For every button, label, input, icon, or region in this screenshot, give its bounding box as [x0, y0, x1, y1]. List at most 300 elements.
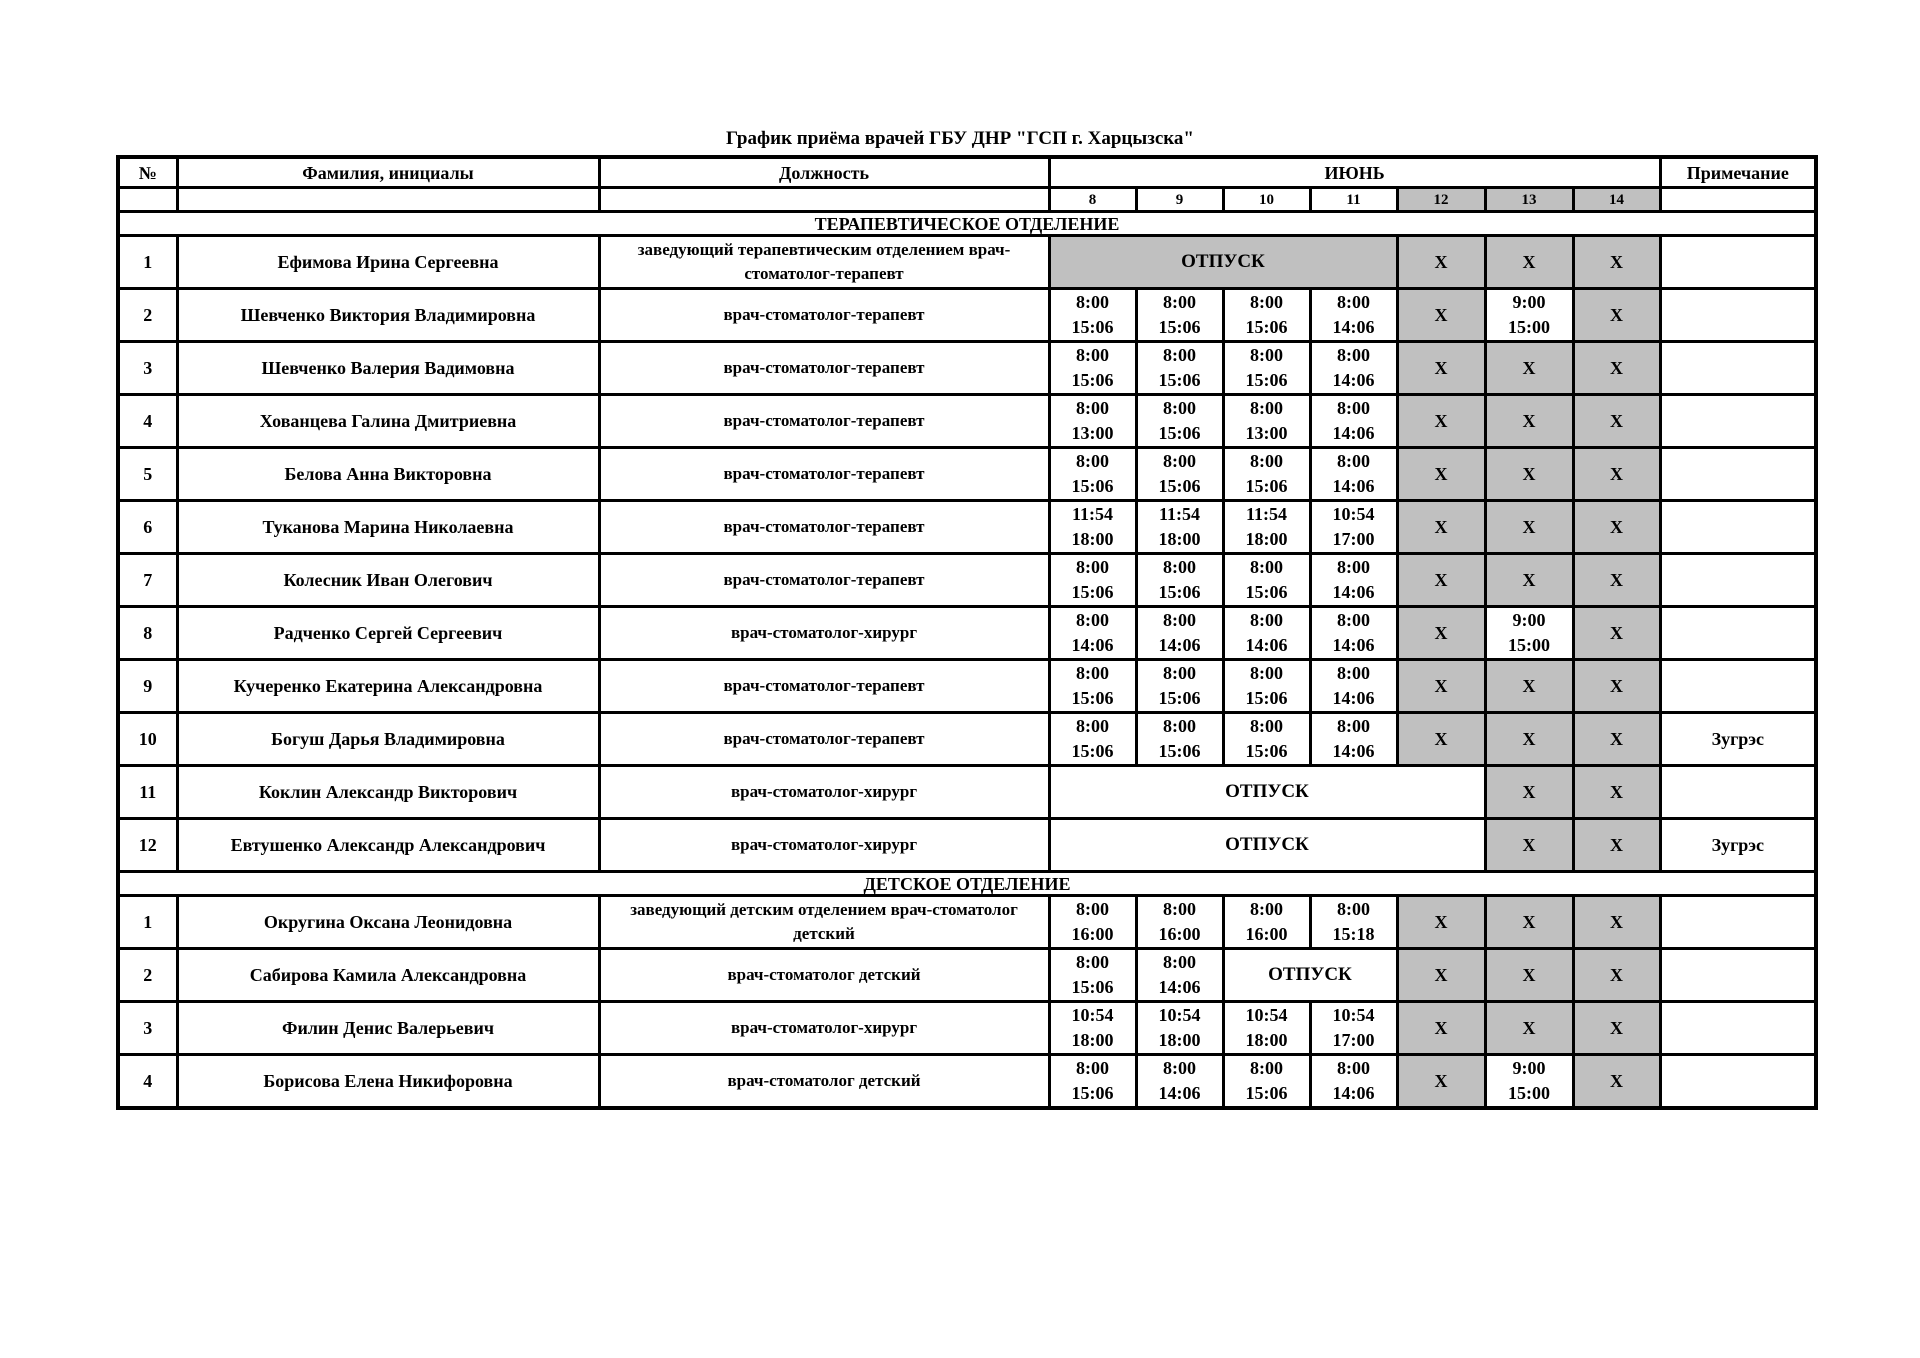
note-cell — [1660, 448, 1816, 501]
day-header: 12 — [1397, 188, 1485, 212]
row-number: 5 — [118, 448, 177, 501]
schedule-hours-cell — [1310, 1002, 1397, 1055]
schedule-hours-cell — [1049, 501, 1136, 554]
end-time: 18:00 — [1158, 529, 1201, 549]
end-time: 15:00 — [1508, 317, 1550, 337]
day-off-cell: X — [1397, 501, 1485, 554]
header-row — [118, 157, 1816, 188]
end-time: 15:06 — [1071, 582, 1114, 602]
day-header: 11 — [1310, 188, 1397, 212]
doctor-name: Белова Анна Викторовна — [177, 448, 599, 501]
start-time: 8:00 — [1163, 451, 1196, 471]
end-time: 15:06 — [1071, 317, 1114, 337]
note-cell — [1660, 1002, 1816, 1055]
start-time: 8:00 — [1250, 398, 1283, 418]
schedule-hours-cell — [1136, 896, 1223, 949]
note-cell — [1660, 236, 1816, 289]
note-cell — [1660, 289, 1816, 342]
schedule-hours-cell — [1136, 1002, 1223, 1055]
schedule-hours-cell — [1049, 289, 1136, 342]
section-title: ТЕРАПЕВТИЧЕСКОЕ ОТДЕЛЕНИЕ — [118, 212, 1816, 236]
doctor-name: Филин Денис Валерьевич — [177, 1002, 599, 1055]
day-off-cell: X — [1397, 554, 1485, 607]
schedule-hours-cell — [1310, 342, 1397, 395]
end-time: 16:00 — [1071, 924, 1114, 944]
table-row — [118, 766, 1816, 819]
table-row — [118, 607, 1816, 660]
end-time: 15:06 — [1245, 582, 1288, 602]
schedule-hours-cell — [1310, 713, 1397, 766]
start-time: 8:00 — [1076, 1058, 1109, 1078]
note-cell — [1660, 395, 1816, 448]
row-number: 11 — [118, 766, 177, 819]
row-number: 1 — [118, 236, 177, 289]
start-time: 8:00 — [1337, 292, 1370, 312]
doctor-position: врач-стоматолог-терапевт — [599, 554, 1049, 607]
table-row — [118, 949, 1816, 1002]
day-off-cell: X — [1485, 896, 1573, 949]
start-time: 8:00 — [1163, 557, 1196, 577]
start-time: 8:00 — [1076, 899, 1109, 919]
start-time: 8:00 — [1250, 716, 1283, 736]
day-off-cell: X — [1485, 766, 1573, 819]
end-time: 13:00 — [1245, 423, 1288, 443]
days-blank-position — [599, 188, 1049, 212]
end-time: 15:06 — [1245, 370, 1288, 390]
day-off-cell: X — [1397, 1055, 1485, 1109]
doctor-position: врач-стоматолог-хирург — [599, 1002, 1049, 1055]
schedule-hours-cell — [1485, 289, 1573, 342]
doctor-position: заведующий терапевтическим отделением врач-стоматолог-терапевт — [599, 236, 1049, 289]
schedule-hours-cell — [1049, 949, 1136, 1002]
doctor-position: врач-стоматолог-хирург — [599, 607, 1049, 660]
schedule-hours-cell — [1136, 501, 1223, 554]
start-time: 8:00 — [1337, 451, 1370, 471]
doctor-position: врач-стоматолог-терапевт — [599, 448, 1049, 501]
doctor-name: Евтушенко Александр Александрович — [177, 819, 599, 872]
table-row — [118, 236, 1816, 289]
day-off-cell: X — [1397, 1002, 1485, 1055]
header-num: № — [118, 157, 177, 188]
day-header: 9 — [1136, 188, 1223, 212]
note-cell — [1660, 501, 1816, 554]
day-header: 10 — [1223, 188, 1310, 212]
table-row — [118, 1002, 1816, 1055]
schedule-hours-cell — [1136, 607, 1223, 660]
start-time: 8:00 — [1163, 899, 1196, 919]
row-number: 4 — [118, 1055, 177, 1109]
schedule-hours-cell — [1136, 395, 1223, 448]
doctor-name: Округина Оксана Леонидовна — [177, 896, 599, 949]
note-cell — [1660, 660, 1816, 713]
row-number: 6 — [118, 501, 177, 554]
end-time: 14:06 — [1332, 1083, 1375, 1103]
day-off-cell: X — [1485, 949, 1573, 1002]
schedule-hours-cell — [1223, 501, 1310, 554]
days-blank-num — [118, 188, 177, 212]
end-time: 14:06 — [1332, 423, 1375, 443]
day-off-cell: X — [1573, 501, 1660, 554]
day-header: 8 — [1049, 188, 1136, 212]
day-off-cell: X — [1485, 819, 1573, 872]
header-position: Должность — [599, 157, 1049, 188]
schedule-hours-cell — [1049, 554, 1136, 607]
row-number: 9 — [118, 660, 177, 713]
end-time: 14:06 — [1158, 635, 1201, 655]
days-blank-note — [1660, 188, 1816, 212]
schedule-body — [118, 157, 1816, 1108]
start-time: 9:00 — [1512, 610, 1546, 630]
end-time: 14:06 — [1332, 582, 1375, 602]
end-time: 15:06 — [1071, 741, 1114, 761]
day-off-cell: X — [1397, 448, 1485, 501]
doctor-position: врач-стоматолог-хирург — [599, 766, 1049, 819]
day-off-cell: X — [1485, 713, 1573, 766]
row-number: 8 — [118, 607, 177, 660]
doctor-name: Шевченко Валерия Вадимовна — [177, 342, 599, 395]
schedule-hours-cell — [1485, 607, 1573, 660]
days-blank-name — [177, 188, 599, 212]
start-time: 8:00 — [1250, 899, 1283, 919]
day-off-cell: X — [1573, 766, 1660, 819]
day-off-cell: X — [1573, 949, 1660, 1002]
schedule-hours-cell — [1223, 660, 1310, 713]
schedule-hours-cell — [1223, 289, 1310, 342]
header-month: ИЮНЬ — [1049, 157, 1660, 188]
start-time: 8:00 — [1163, 716, 1196, 736]
start-time: 11:54 — [1071, 504, 1113, 524]
end-time: 15:06 — [1071, 977, 1114, 997]
section-title: ДЕТСКОЕ ОТДЕЛЕНИЕ — [118, 872, 1816, 896]
table-row — [118, 896, 1816, 949]
table-row — [118, 819, 1816, 872]
note-cell — [1660, 554, 1816, 607]
day-off-cell: X — [1573, 896, 1660, 949]
note-cell — [1660, 1055, 1816, 1109]
day-off-cell: X — [1485, 342, 1573, 395]
start-time: 8:00 — [1076, 952, 1109, 972]
start-time: 10:54 — [1158, 1005, 1201, 1025]
end-time: 16:00 — [1245, 924, 1288, 944]
doctor-name: Ефимова Ирина Сергеевна — [177, 236, 599, 289]
doctor-name: Коклин Александр Викторович — [177, 766, 599, 819]
doctor-name: Туканова Марина Николаевна — [177, 501, 599, 554]
schedule-hours-cell — [1223, 896, 1310, 949]
row-number: 2 — [118, 949, 177, 1002]
schedule-hours-cell — [1049, 1002, 1136, 1055]
end-time: 15:06 — [1158, 582, 1201, 602]
start-time: 8:00 — [1076, 557, 1109, 577]
end-time: 15:06 — [1158, 688, 1201, 708]
page-title: График приёма врачей ГБУ ДНР "ГСП г. Харцызска" — [726, 128, 1194, 149]
day-off-cell: X — [1397, 342, 1485, 395]
section-header-row — [118, 212, 1816, 236]
schedule-hours-cell — [1136, 1055, 1223, 1109]
day-off-cell: X — [1485, 501, 1573, 554]
day-off-cell: X — [1485, 236, 1573, 289]
start-time: 10:54 — [1245, 1005, 1288, 1025]
start-time: 8:00 — [1337, 610, 1370, 630]
schedule-hours-cell — [1223, 448, 1310, 501]
end-time: 15:06 — [1245, 317, 1288, 337]
doctor-position: врач-стоматолог детский — [599, 1055, 1049, 1109]
schedule-hours-cell — [1049, 660, 1136, 713]
day-off-cell: X — [1485, 554, 1573, 607]
table-row — [118, 448, 1816, 501]
schedule-hours-cell — [1310, 660, 1397, 713]
start-time: 8:00 — [1163, 345, 1196, 365]
start-time: 10:54 — [1071, 1005, 1114, 1025]
day-off-cell: X — [1573, 342, 1660, 395]
end-time: 14:06 — [1245, 635, 1288, 655]
end-time: 15:00 — [1508, 1083, 1550, 1103]
start-time: 8:00 — [1163, 952, 1196, 972]
table-row — [118, 289, 1816, 342]
day-header: 14 — [1573, 188, 1660, 212]
doctor-name: Сабирова Камила Александровна — [177, 949, 599, 1002]
day-off-cell: X — [1397, 607, 1485, 660]
schedule-hours-cell — [1310, 896, 1397, 949]
schedule-hours-cell — [1223, 1002, 1310, 1055]
table-row — [118, 660, 1816, 713]
end-time: 14:06 — [1332, 317, 1375, 337]
day-off-cell: X — [1397, 713, 1485, 766]
vacation-cell: ОТПУСК — [1223, 949, 1397, 1002]
schedule-hours-cell — [1223, 1055, 1310, 1109]
start-time: 8:00 — [1250, 557, 1283, 577]
doctor-position: врач-стоматолог-терапевт — [599, 342, 1049, 395]
end-time: 18:00 — [1245, 529, 1288, 549]
days-row — [118, 188, 1816, 212]
end-time: 14:06 — [1158, 977, 1201, 997]
start-time: 9:00 — [1512, 1058, 1546, 1078]
row-number: 7 — [118, 554, 177, 607]
end-time: 18:00 — [1158, 1030, 1201, 1050]
start-time: 10:54 — [1332, 504, 1375, 524]
day-off-cell: X — [1397, 949, 1485, 1002]
schedule-table — [116, 155, 1818, 1110]
day-off-cell: X — [1397, 896, 1485, 949]
day-off-cell: X — [1397, 236, 1485, 289]
schedule-hours-cell — [1136, 660, 1223, 713]
row-number: 3 — [118, 342, 177, 395]
doctor-position: врач-стоматолог-терапевт — [599, 289, 1049, 342]
doctor-position: врач-стоматолог детский — [599, 949, 1049, 1002]
table-row — [118, 342, 1816, 395]
day-off-cell: X — [1573, 1055, 1660, 1109]
end-time: 14:06 — [1332, 370, 1375, 390]
start-time: 8:00 — [1337, 899, 1370, 919]
note-cell — [1660, 342, 1816, 395]
schedule-hours-cell — [1136, 554, 1223, 607]
schedule-hours-cell — [1136, 342, 1223, 395]
doctor-position: заведующий детским отделением врач-стоматолог детский — [599, 896, 1049, 949]
doctor-name: Кучеренко Екатерина Александровна — [177, 660, 599, 713]
end-time: 15:06 — [1245, 476, 1288, 496]
table-row — [118, 501, 1816, 554]
note-cell — [1660, 766, 1816, 819]
row-number: 10 — [118, 713, 177, 766]
header-name: Фамилия, инициалы — [177, 157, 599, 188]
doctor-position: врач-стоматолог-хирург — [599, 819, 1049, 872]
doctor-position: врач-стоматолог-терапевт — [599, 660, 1049, 713]
day-off-cell: X — [1573, 289, 1660, 342]
table-row — [118, 554, 1816, 607]
end-time: 15:06 — [1158, 476, 1201, 496]
doctor-name: Шевченко Виктория Владимировна — [177, 289, 599, 342]
schedule-hours-cell — [1310, 395, 1397, 448]
end-time: 17:00 — [1332, 1030, 1375, 1050]
schedule-hours-cell — [1223, 713, 1310, 766]
day-off-cell: X — [1573, 607, 1660, 660]
day-off-cell: X — [1397, 660, 1485, 713]
schedule-hours-cell — [1310, 289, 1397, 342]
day-off-cell: X — [1485, 660, 1573, 713]
row-number: 3 — [118, 1002, 177, 1055]
end-time: 14:06 — [1158, 1083, 1201, 1103]
start-time: 8:00 — [1337, 1058, 1370, 1078]
doctor-name: Борисова Елена Никифоровна — [177, 1055, 599, 1109]
schedule-hours-cell — [1049, 448, 1136, 501]
row-number: 1 — [118, 896, 177, 949]
schedule-hours-cell — [1310, 554, 1397, 607]
schedule-hours-cell — [1049, 1055, 1136, 1109]
vacation-cell: ОТПУСК — [1049, 819, 1485, 872]
schedule-hours-cell — [1136, 448, 1223, 501]
schedule-hours-cell — [1136, 713, 1223, 766]
table-row — [118, 395, 1816, 448]
end-time: 15:06 — [1071, 1083, 1114, 1103]
schedule-hours-cell — [1049, 713, 1136, 766]
end-time: 18:00 — [1071, 1030, 1114, 1050]
start-time: 9:00 — [1512, 292, 1546, 312]
start-time: 8:00 — [1076, 292, 1109, 312]
start-time: 8:00 — [1337, 398, 1370, 418]
doctor-name: Богуш Дарья Владимировна — [177, 713, 599, 766]
schedule-hours-cell — [1049, 342, 1136, 395]
schedule-hours-cell — [1223, 342, 1310, 395]
row-number: 4 — [118, 395, 177, 448]
start-time: 8:00 — [1337, 345, 1370, 365]
start-time: 8:00 — [1337, 716, 1370, 736]
vacation-cell: ОТПУСК — [1049, 766, 1485, 819]
row-number: 2 — [118, 289, 177, 342]
note-cell — [1660, 607, 1816, 660]
end-time: 17:00 — [1332, 529, 1375, 549]
start-time: 8:00 — [1163, 610, 1196, 630]
end-time: 15:06 — [1071, 688, 1114, 708]
end-time: 16:00 — [1158, 924, 1201, 944]
doctor-name: Хованцева Галина Дмитриевна — [177, 395, 599, 448]
schedule-hours-cell — [1310, 1055, 1397, 1109]
end-time: 14:06 — [1071, 635, 1114, 655]
day-off-cell: X — [1485, 395, 1573, 448]
end-time: 15:06 — [1245, 1083, 1288, 1103]
day-off-cell: X — [1573, 236, 1660, 289]
start-time: 8:00 — [1250, 663, 1283, 683]
day-off-cell: X — [1573, 660, 1660, 713]
end-time: 14:06 — [1332, 476, 1375, 496]
day-off-cell: X — [1573, 819, 1660, 872]
section-header-row — [118, 872, 1816, 896]
end-time: 15:06 — [1158, 317, 1201, 337]
schedule-hours-cell — [1136, 949, 1223, 1002]
start-time: 8:00 — [1076, 398, 1109, 418]
note-cell: Зугрэс — [1660, 713, 1816, 766]
day-off-cell: X — [1485, 448, 1573, 501]
start-time: 8:00 — [1163, 663, 1196, 683]
end-time: 18:00 — [1245, 1030, 1288, 1050]
schedule-hours-cell — [1485, 1055, 1573, 1109]
doctor-name: Колесник Иван Олегович — [177, 554, 599, 607]
start-time: 8:00 — [1337, 663, 1370, 683]
day-off-cell: X — [1573, 395, 1660, 448]
end-time: 15:18 — [1332, 924, 1375, 944]
start-time: 8:00 — [1250, 451, 1283, 471]
end-time: 15:06 — [1158, 741, 1201, 761]
start-time: 8:00 — [1076, 451, 1109, 471]
day-header: 13 — [1485, 188, 1573, 212]
start-time: 8:00 — [1076, 716, 1109, 736]
schedule-hours-cell — [1223, 554, 1310, 607]
start-time: 8:00 — [1163, 1058, 1196, 1078]
start-time: 8:00 — [1076, 663, 1109, 683]
day-off-cell: X — [1397, 289, 1485, 342]
header-note: Примечание — [1660, 157, 1816, 188]
vacation-cell: ОТПУСК — [1049, 236, 1397, 289]
schedule-hours-cell — [1223, 395, 1310, 448]
doctor-position: врач-стоматолог-терапевт — [599, 395, 1049, 448]
day-off-cell: X — [1397, 395, 1485, 448]
schedule-hours-cell — [1310, 501, 1397, 554]
end-time: 15:00 — [1508, 635, 1550, 655]
schedule-hours-cell — [1310, 448, 1397, 501]
start-time: 8:00 — [1076, 345, 1109, 365]
doctor-position: врач-стоматолог-терапевт — [599, 713, 1049, 766]
note-cell — [1660, 896, 1816, 949]
schedule-hours-cell — [1049, 896, 1136, 949]
end-time: 15:06 — [1158, 423, 1201, 443]
schedule-hours-cell — [1049, 395, 1136, 448]
doctor-position: врач-стоматолог-терапевт — [599, 501, 1049, 554]
day-off-cell: X — [1573, 713, 1660, 766]
table-row — [118, 713, 1816, 766]
start-time: 8:00 — [1163, 292, 1196, 312]
start-time: 10:54 — [1332, 1005, 1375, 1025]
start-time: 8:00 — [1163, 398, 1196, 418]
schedule-hours-cell — [1223, 607, 1310, 660]
end-time: 15:06 — [1071, 476, 1114, 496]
end-time: 13:00 — [1071, 423, 1114, 443]
table-row — [118, 1055, 1816, 1109]
end-time: 14:06 — [1332, 688, 1375, 708]
start-time: 8:00 — [1250, 292, 1283, 312]
end-time: 15:06 — [1071, 370, 1114, 390]
end-time: 15:06 — [1245, 741, 1288, 761]
doctor-name: Радченко Сергей Сергеевич — [177, 607, 599, 660]
day-off-cell: X — [1573, 448, 1660, 501]
start-time: 8:00 — [1250, 610, 1283, 630]
row-number: 12 — [118, 819, 177, 872]
schedule-hours-cell — [1136, 289, 1223, 342]
day-off-cell: X — [1573, 1002, 1660, 1055]
note-cell: Зугрэс — [1660, 819, 1816, 872]
end-time: 18:00 — [1071, 529, 1114, 549]
start-time: 8:00 — [1250, 1058, 1283, 1078]
start-time: 8:00 — [1250, 345, 1283, 365]
end-time: 15:06 — [1245, 688, 1288, 708]
start-time: 8:00 — [1337, 557, 1370, 577]
